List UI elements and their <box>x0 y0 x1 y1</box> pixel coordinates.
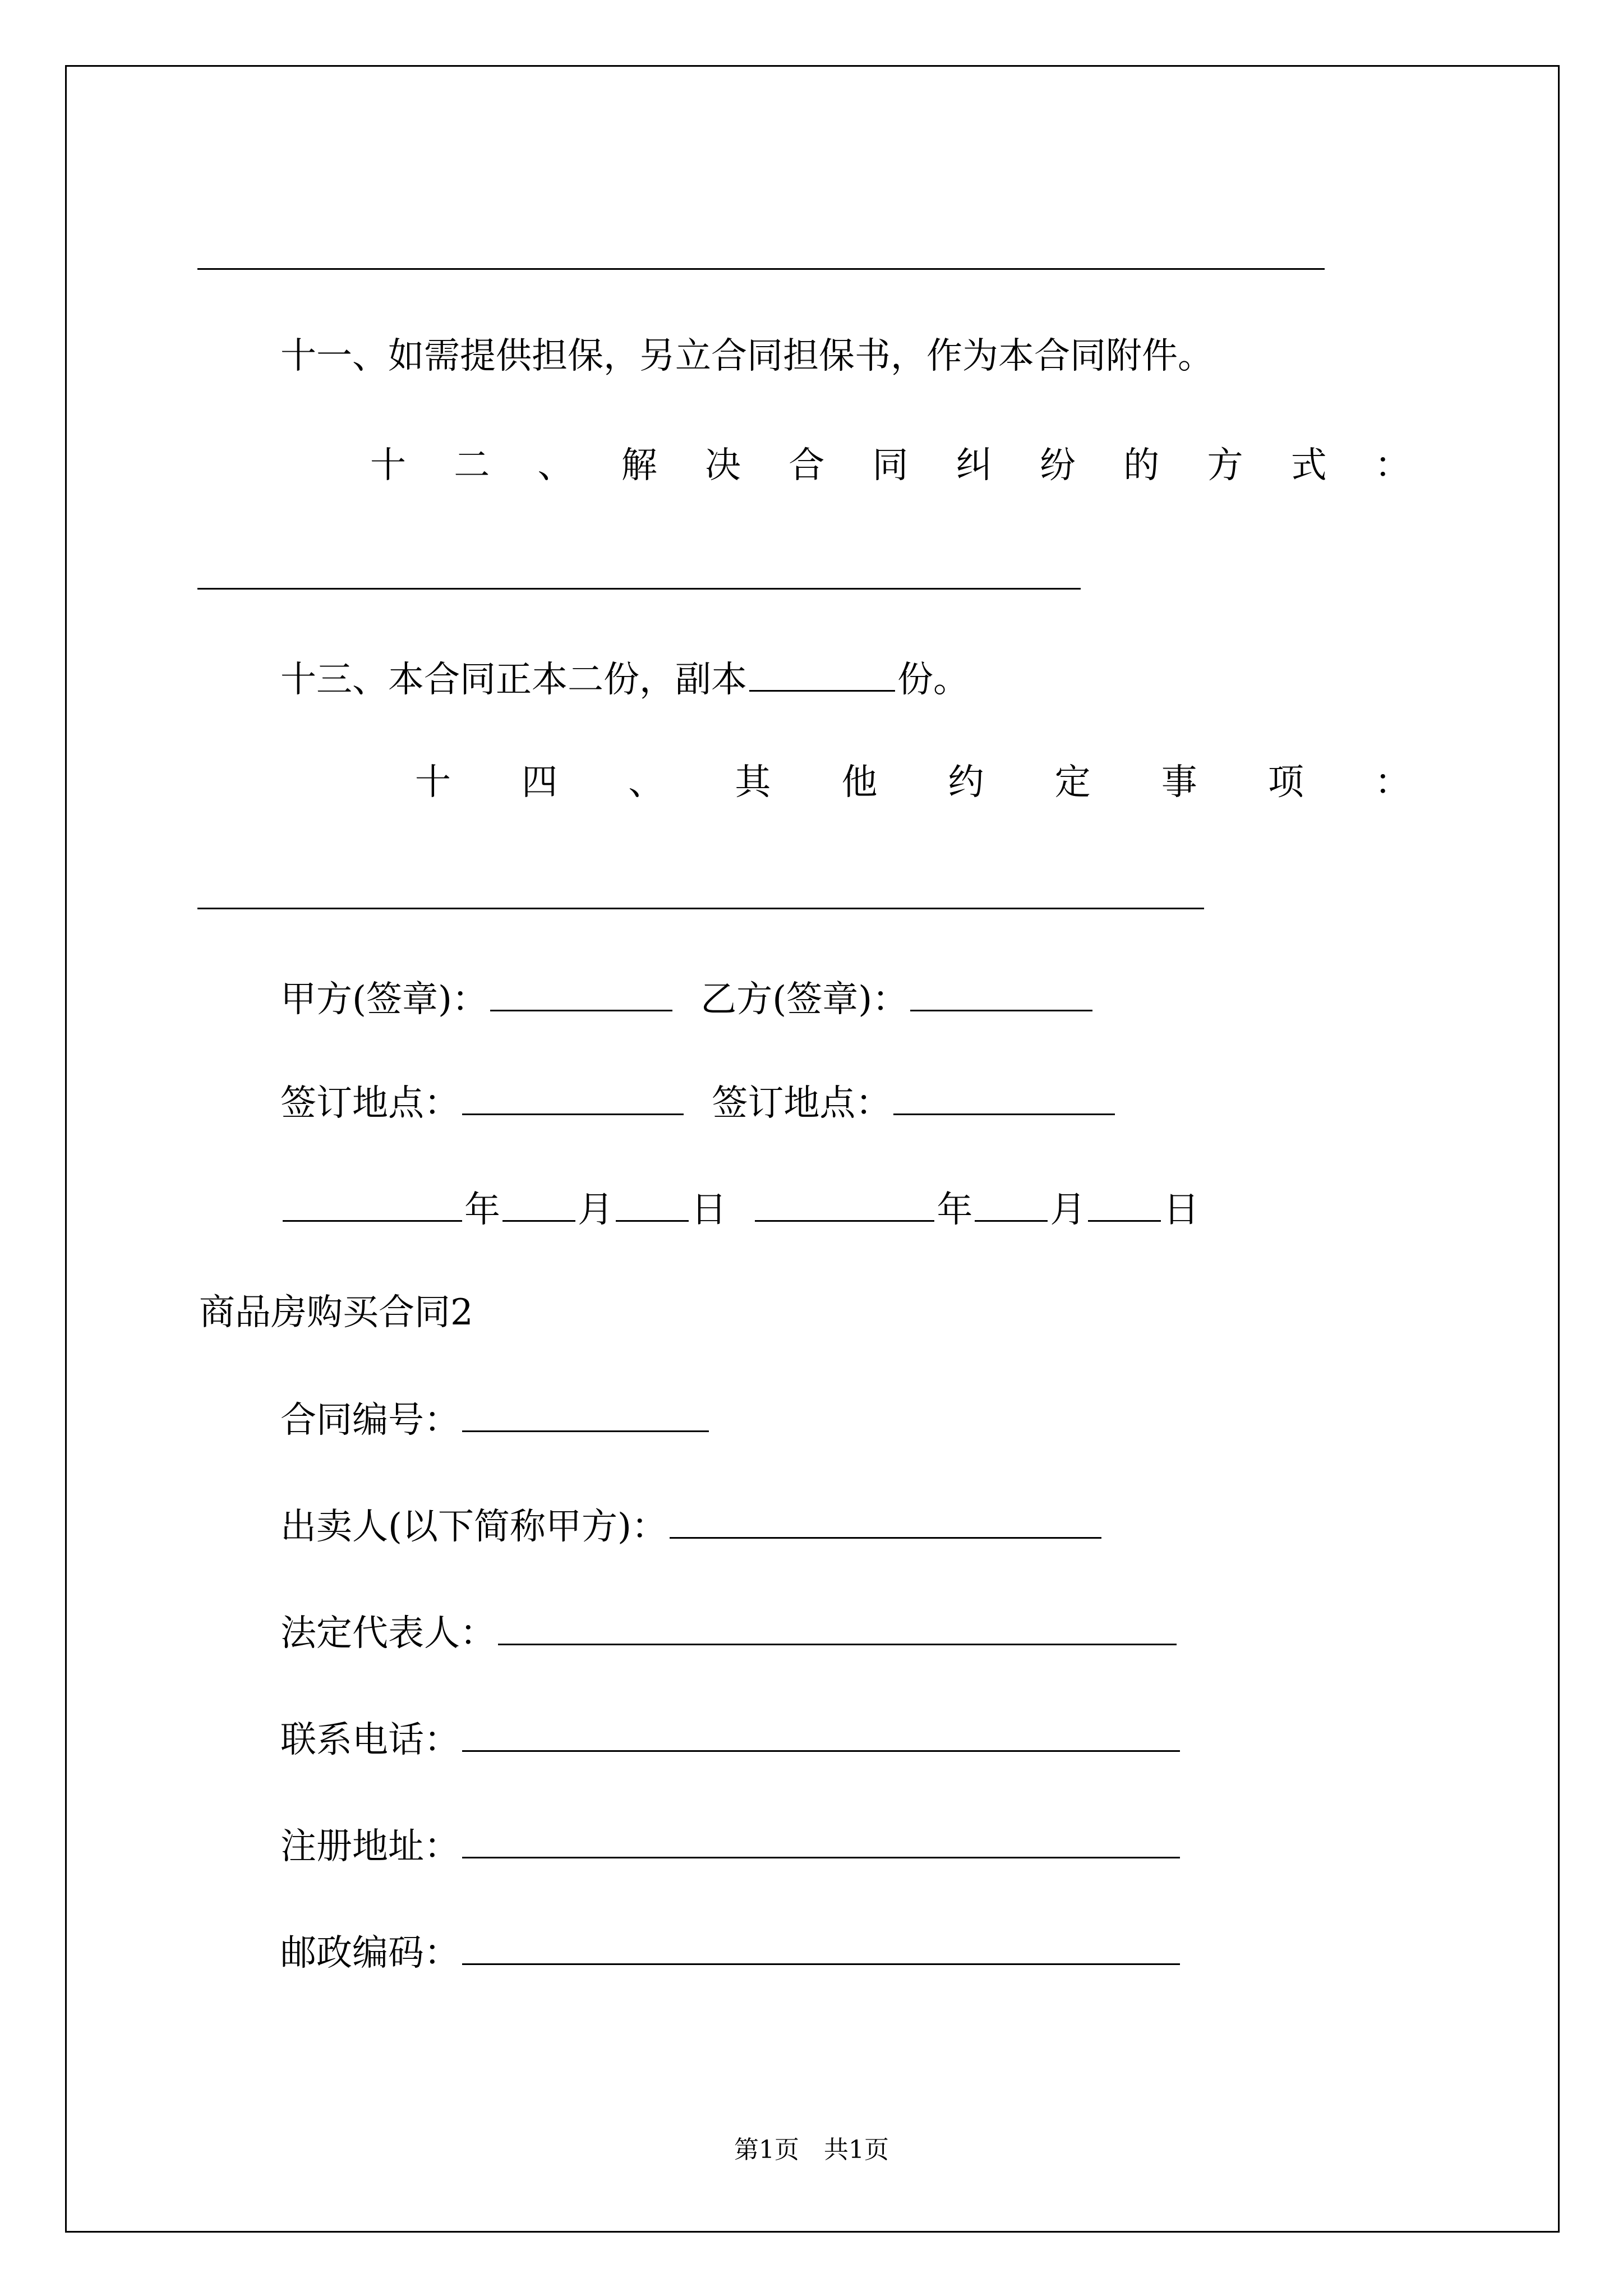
party-a-blank[interactable] <box>490 976 672 1011</box>
year-label: 年 <box>464 1189 500 1231</box>
heading-char: 项 <box>1267 762 1304 803</box>
heading-char: 十 <box>370 445 406 486</box>
page-footer: 第1页 共1页 <box>734 2136 889 2164</box>
heading-char: 的 <box>1123 445 1160 486</box>
place-b-label: 签订地点： <box>712 1083 892 1124</box>
heading-char: 解 <box>621 445 657 486</box>
day-label: 日 <box>1163 1189 1200 1231</box>
year-label: 年 <box>937 1189 973 1231</box>
heading-char: 纷 <box>1040 445 1076 486</box>
month-b-blank[interactable] <box>975 1186 1048 1222</box>
party-signatures <box>280 976 1095 1022</box>
day-label: 日 <box>691 1189 727 1231</box>
heading-char: ： <box>1374 762 1410 803</box>
party-a-label: 甲方(签章)： <box>280 979 488 1020</box>
postcode-label: 邮政编码： <box>280 1932 460 1974</box>
clause-13-suffix: 份。 <box>897 659 969 701</box>
signing-dates <box>280 1186 1199 1232</box>
heading-char: ： <box>1375 445 1410 486</box>
day-b-blank[interactable] <box>1088 1186 1161 1222</box>
legal-rep-field <box>280 1610 1179 1656</box>
contract-no-field <box>280 1397 711 1443</box>
reg-address-label: 注册地址： <box>280 1826 460 1867</box>
heading-char: 他 <box>841 762 878 803</box>
copies-blank[interactable] <box>749 656 895 692</box>
heading-char: 事 <box>1161 762 1197 803</box>
heading-char: 合 <box>789 445 825 486</box>
clause-12-heading <box>370 443 1410 488</box>
postcode-blank[interactable] <box>462 1930 1180 1965</box>
heading-char: 二 <box>454 445 490 486</box>
heading-char: 纠 <box>956 445 992 486</box>
month-a-blank[interactable] <box>502 1186 575 1222</box>
phone-field <box>280 1717 1182 1763</box>
heading-char: 十 <box>415 762 451 803</box>
heading-char: 约 <box>948 762 984 803</box>
seller-field <box>280 1503 1104 1549</box>
contract-no-label: 合同编号： <box>280 1400 460 1441</box>
page-border <box>65 65 1560 2233</box>
day-a-blank[interactable] <box>616 1186 689 1222</box>
heading-char: 四 <box>522 762 558 803</box>
clause-13-text: 十三、本合同正本二份，副本 <box>280 659 747 701</box>
heading-char: 决 <box>705 445 741 486</box>
year-a-blank[interactable] <box>283 1186 462 1222</box>
place-b-blank[interactable] <box>893 1080 1115 1115</box>
heading-char: 、 <box>628 762 665 803</box>
party-b-blank[interactable] <box>910 976 1092 1011</box>
reg-address-field <box>280 1823 1182 1869</box>
blank-line <box>197 908 1204 909</box>
year-b-blank[interactable] <box>755 1186 934 1222</box>
heading-char: 定 <box>1054 762 1091 803</box>
blank-line <box>197 268 1325 270</box>
contract-2-title: 商品房购买合同2 <box>199 1292 473 1333</box>
phone-blank[interactable] <box>462 1717 1180 1752</box>
heading-char: 同 <box>872 445 909 486</box>
legal-rep-blank[interactable] <box>498 1610 1177 1645</box>
blank-line <box>197 588 1081 590</box>
clause-13 <box>280 656 969 702</box>
place-a-blank[interactable] <box>462 1080 684 1115</box>
legal-rep-label: 法定代表人： <box>280 1613 496 1654</box>
month-label: 月 <box>578 1189 614 1231</box>
heading-char: 方 <box>1207 445 1243 486</box>
heading-char: 、 <box>537 445 574 486</box>
party-b-label: 乙方(签章)： <box>700 979 909 1020</box>
reg-address-blank[interactable] <box>462 1823 1180 1858</box>
postcode-field <box>280 1930 1182 1976</box>
signing-places <box>280 1080 1117 1126</box>
clause-11: 十一、如需提供担保，另立合同担保书，作为本合同附件。 <box>280 335 1214 377</box>
seller-label: 出卖人(以下简称甲方)： <box>280 1506 667 1548</box>
clause-14-heading <box>415 760 1410 805</box>
month-label: 月 <box>1050 1189 1086 1231</box>
phone-label: 联系电话： <box>280 1719 460 1761</box>
heading-char: 其 <box>735 762 771 803</box>
heading-char: 式 <box>1290 445 1327 486</box>
contract-no-blank[interactable] <box>462 1397 709 1432</box>
place-a-label: 签订地点： <box>280 1083 460 1124</box>
seller-blank[interactable] <box>670 1503 1101 1539</box>
